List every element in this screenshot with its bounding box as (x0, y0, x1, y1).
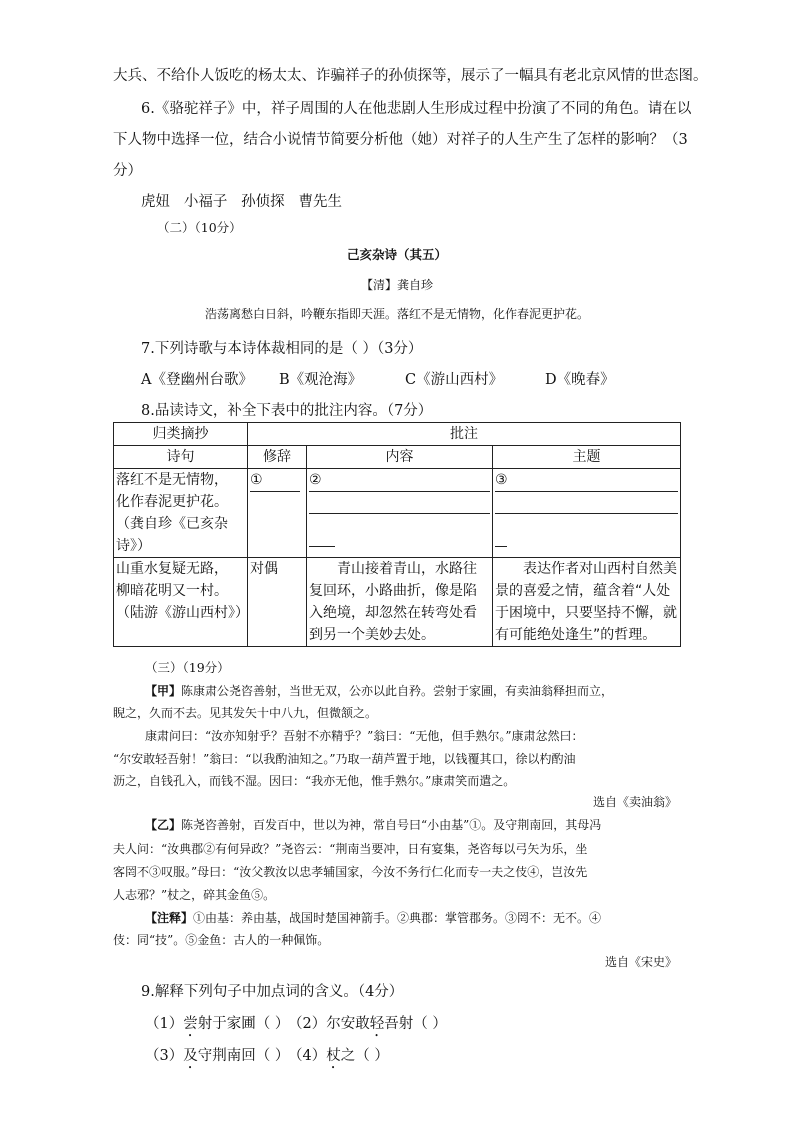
row1-poem-line-4: 诗》） (116, 538, 151, 554)
row2-poem (114, 558, 248, 647)
q6-line-1: 6.《骆驼祥子》中，祥子周围的人在他悲剧人生形成过程中扮演了不同的角色。请在以 (141, 101, 692, 117)
note-line-1 (145, 909, 601, 926)
note-line-2: 伎：同“技”。⑤金鱼：古人的一种佩饰。 (113, 933, 330, 947)
row1-poem (114, 469, 248, 558)
q9-item-1[interactable] (145, 1012, 289, 1040)
q9-item-3-suffix: 守荆南回（ ） (197, 1048, 290, 1064)
q9-item-1-suffix: 射于家圃（ ） (197, 1016, 290, 1032)
row1-content-blank[interactable] (307, 469, 493, 558)
row1-poem-line-1: 落红不是无情物， (116, 472, 228, 488)
q9-item-3-dotted-word: 及 (183, 1048, 198, 1064)
jia-line-4: “尔安敢轻吾射！”翁曰：“以我酌油知之。”乃取一葫芦置于地，以钱覆其口，徐以杓酌油 (113, 752, 576, 766)
yi-line-2: 夫人问：“汝典郡②有何异政？”尧咨云：“荆南当要冲，日有宴集，尧咨每以弓矢为乐，坐 (113, 842, 588, 856)
section2-header: （二）（10分） (157, 220, 242, 235)
poem-title: 己亥杂诗（其五） (346, 247, 447, 262)
header-rhetoric: 修辞 (248, 446, 307, 469)
header-category: 归类摘抄 (114, 423, 248, 446)
poem-author (0, 276, 794, 293)
row2-poem-line-2: 柳暗花明又一村。 (116, 583, 228, 599)
q7-option-c[interactable]: C《游山西村》 (405, 372, 504, 388)
q7-option-a[interactable]: A《登幽州台歌》 (141, 372, 253, 388)
intro-line: 大兵、不给仆人饭吃的杨太太、诈骗祥子的孙侦探等，展示了一幅具有老北京风情的世态图。 (113, 68, 708, 84)
q9-item-1-prefix: （1） (145, 1016, 184, 1032)
q9-item-2-dotted-word: 轻 (369, 1016, 385, 1032)
row1-rhetoric-blank[interactable] (248, 469, 307, 558)
yi-line-4: 人志邪？”杖之，碎其金鱼⑤。 (113, 888, 276, 902)
row1-poem-line-2: 化作春泥更护花。 (116, 494, 228, 510)
header-content: 内容 (307, 446, 493, 469)
blank-2-marker: ② (309, 472, 322, 488)
jia-tag: 【甲】 (145, 684, 182, 698)
note-tag: 【注释】 (145, 911, 194, 925)
poem-text: 浩荡离愁白日斜，吟鞭东指即天涯。落红不是无情物，化作春泥更护花。 (204, 307, 589, 321)
q9-item-1-dotted-word: 尝 (183, 1016, 198, 1032)
jia-line-1 (145, 682, 613, 699)
q7-stem: 7.下列诗歌与本诗体裁相同的是（ ）（3分） (141, 341, 423, 357)
q7-option-b[interactable]: B《观沧海》 (279, 372, 363, 388)
yi-source: 选自《宋史》 (604, 955, 677, 969)
yi-line-3: 客罔不③叹服。”母曰：“汝父教汝以忠孝辅国家，今汝不务行仁化而专一夫之伎④，岂汝先 (113, 865, 588, 879)
q9-item-3-prefix: （3） (145, 1048, 184, 1064)
row2-theme: 表达作者对山西村自然美景的喜爱之情，蕴含着“人处于困境中，只要坚持不懈，就有可能绝处逢生”的哲理。 (493, 558, 681, 647)
q9-item-2-prefix: （2）尔安敢 (288, 1016, 370, 1032)
q6-line-2: 下人物中选择一位，结合小说情节简要分析他（她）对祥子的人生产生了怎样的影响？（3 (113, 132, 688, 148)
row1-poem-line-3: （龚自珍《已亥杂 (116, 516, 228, 532)
header-theme: 主题 (493, 446, 681, 469)
row2-content: 青山接着青山，水路往复回环，小路曲折，像是陷入绝境，却忽然在转弯处看到另一个美妙去处。 (307, 558, 493, 647)
jia-line-3: 康肃问曰：“汝亦知射乎？吾射不亦精乎？”翁曰：“无他，但手熟尔。”康肃忿然曰： (145, 729, 584, 743)
jia-line-5: 沥之，自钱孔入，而钱不湿。因曰：“我亦无他，惟手熟尔。”康肃笑而遣之。 (113, 774, 516, 788)
header-poem: 诗句 (114, 446, 248, 469)
yi-line-1 (145, 816, 601, 833)
yi-text-1: 陈尧咨善射，百发百中，世以为神，常自号曰“小由基”①。及守荆南回，其母冯 (181, 818, 602, 832)
q9-item-4[interactable] (288, 1044, 389, 1072)
annotation-table (113, 422, 681, 647)
author-tag: 【清】 (360, 278, 397, 292)
q6-options: 虎妞 小福子 孙侦探 曹先生 (141, 194, 342, 210)
row2-poem-line-1: 山重水复疑无路， (116, 561, 228, 577)
yi-tag: 【乙】 (145, 818, 182, 832)
row1-theme-blank[interactable] (493, 469, 681, 558)
header-annotation: 批注 (248, 423, 681, 446)
jia-source: 选自《卖油翁》 (592, 795, 677, 809)
q8-stem: 8.品读诗文，补全下表中的批注内容。（7分） (141, 403, 433, 419)
jia-line-2: 睨之，久而不去。见其发矢十中八九，但微颔之。 (113, 706, 378, 720)
q9-stem: 9.解释下列句子中加点词的含义。（4分） (141, 984, 404, 1000)
q9-item-4-dotted-word: 杖 (326, 1048, 341, 1064)
row2-rhetoric: 对偶 (248, 558, 307, 647)
q9-item-4-suffix: 之（ ） (340, 1048, 389, 1064)
blank-1-marker: ① (250, 472, 263, 488)
q9-item-2[interactable] (288, 1012, 447, 1040)
blank-3-marker: ③ (495, 472, 508, 488)
q9-item-3[interactable] (145, 1044, 289, 1072)
q9-item-4-prefix: （4） (288, 1048, 327, 1064)
row2-poem-line-3: （陆游《游山西村》） (116, 605, 249, 621)
author-name: 龚自珍 (397, 278, 434, 292)
q6-line-3: 分） (113, 163, 142, 179)
note-text-1: ①由基：养由基，战国时楚国神箭手。②典郡：掌管郡务。③罔不：无不。④ (193, 911, 602, 925)
q9-item-2-suffix: 吾射（ ） (384, 1016, 447, 1032)
section3-header: （三）（19分） (145, 660, 230, 675)
q7-option-d[interactable]: D《晚春》 (545, 372, 615, 388)
jia-p1-text-1: 陈康肃公尧咨善射，当世无双，公亦以此自矜。尝射于家圃，有卖油翁释担而立， (181, 684, 614, 698)
